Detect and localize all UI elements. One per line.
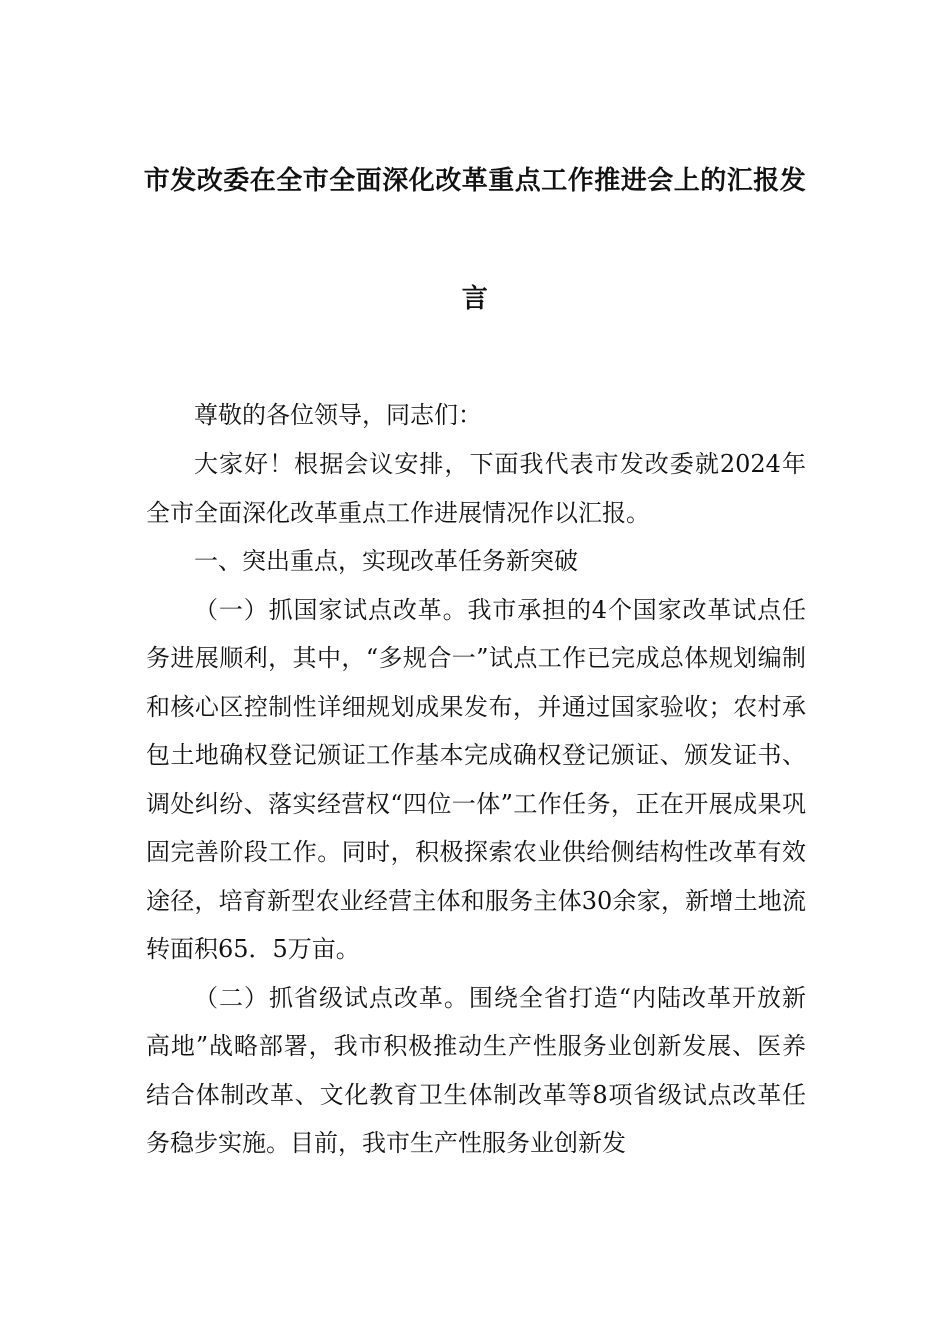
paragraph-national-pilot: （一）抓国家试点改革。我市承担的4个国家改革试点任务进展顺利，其中，“多规合一”试点工作已完成总体规划编制和核心区控制性详细规划成果发布，并通过国家验收；农村承包土地确权登记颁证工作基本完成确权登记颁证、颁发证书、调处纠纷、落实经营权“四位一体”工作任务，正在开展成果巩固完善阶段工作。同时，积极探索农业供给侧结构性改革有效途径，培育新型农业经营主体和服务主体30余家，新增土地流转面积65．5万亩。 xyxy=(146,595,806,963)
document-title-line-2: 言 xyxy=(461,284,489,314)
document-title-line-1: 市发改委在全市全面深化改革重点工作推进会上的汇报发 xyxy=(143,166,807,196)
paragraph-intro: 大家好！根据会议安排，下面我代表市发改委就2024年全市全面深化改革重点工作进展情况作以汇报。 xyxy=(146,450,806,527)
salutation: 尊敬的各位领导，同志们： xyxy=(194,401,482,429)
salutation-block xyxy=(146,391,806,440)
section-heading-1: 一、突出重点，实现改革任务新突破 xyxy=(194,547,578,575)
paragraph-provincial-pilot: （二）抓省级试点改革。围绕全省打造“内陆改革开放新高地”战略部署，我市积极推动生产性服务业创新发展、医养结合体制改革、文化教育卫生体制改革等8项省级试点改革任务稳步实施。目前，我市生产性服务业创新发 xyxy=(146,983,806,1157)
document-body xyxy=(146,440,806,1168)
